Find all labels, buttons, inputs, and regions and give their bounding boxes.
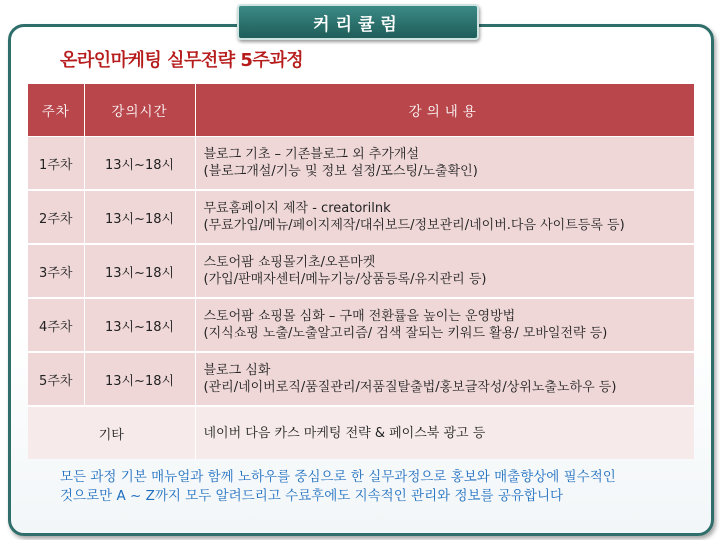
column-header-week: 주차: [28, 84, 84, 137]
footer-note-line: 모든 과정 기본 매뉴얼과 함께 노하우를 중심으로 한 실무과정으로 홍보와 매출향상에 필수적인: [60, 469, 616, 485]
time-cell: 13시~18시: [84, 137, 195, 191]
curriculum-header-tab: [237, 4, 479, 40]
content-sub: (블로그개설/기능 및 정보 설정/포스팅/노출확인): [203, 164, 478, 179]
etc-label-cell: 기타: [28, 406, 195, 459]
time-cell: 13시~18시: [84, 190, 195, 244]
curriculum-table: [28, 84, 694, 459]
week-cell: 1주차: [28, 137, 84, 191]
table-row-etc: [28, 406, 694, 459]
week-cell: 5주차: [28, 352, 84, 406]
content-sub: (무료가입/메뉴/페이지제작/대쉬보드/정보관리/네이버.다음 사이트등록 등): [203, 218, 625, 233]
table-row: [28, 137, 694, 191]
table-row: [28, 244, 694, 298]
time-cell: 13시~18시: [84, 298, 195, 352]
content-main: 블로그 기초 – 기존블로그 외 추가개설: [203, 147, 420, 162]
content-main: 스토어팜 쇼핑몰기초/오픈마켓: [203, 255, 376, 270]
content-sub: (관리/네이버로직/품질관리/저품질탈출법/홍보글작성/상위노출노하우 등): [203, 380, 617, 395]
content-main: 블로그 심화: [203, 363, 271, 378]
time-cell: 13시~18시: [84, 244, 195, 298]
content-cell: [195, 190, 694, 244]
page-title: 온라인마케팅 실무전략 5주과정: [60, 50, 304, 71]
footer-note-line: 것으로만 A ~ Z까지 모두 알려드리고 수료후에도 지속적인 관리와 정보를 공유합니다: [60, 488, 564, 504]
table-header-row: [28, 84, 694, 137]
content-sub: (지식쇼핑 노출/노출알고리즘/ 검색 잘되는 키워드 활용/ 모바일전략 등): [203, 326, 608, 341]
content-cell: [195, 298, 694, 352]
table-row: [28, 352, 694, 406]
time-cell: 13시~18시: [84, 352, 195, 406]
content-cell: [195, 244, 694, 298]
content-main: 스토어팜 쇼핑몰 심화 – 구매 전환률을 높이는 운영방법: [203, 309, 516, 324]
week-cell: 3주차: [28, 244, 84, 298]
column-header-content: 강의내용: [195, 84, 694, 137]
content-cell: [195, 137, 694, 191]
week-cell: 2주차: [28, 190, 84, 244]
content-main: 무료홈페이지 제작 - creatorilnk: [203, 201, 391, 216]
etc-content-cell: 네이버 다음 카스 마케팅 전략 & 페이스북 광고 등: [195, 406, 694, 459]
content-sub: (가입/판매자센터/메뉴기능/상품등록/유지관리 등): [203, 272, 487, 287]
table-row: [28, 298, 694, 352]
table-row: [28, 190, 694, 244]
footer-note: [60, 468, 690, 506]
column-header-time: 강의시간: [84, 84, 195, 137]
week-cell: 4주차: [28, 298, 84, 352]
content-cell: [195, 352, 694, 406]
header-tab-label: 커리큘럼: [313, 14, 403, 35]
